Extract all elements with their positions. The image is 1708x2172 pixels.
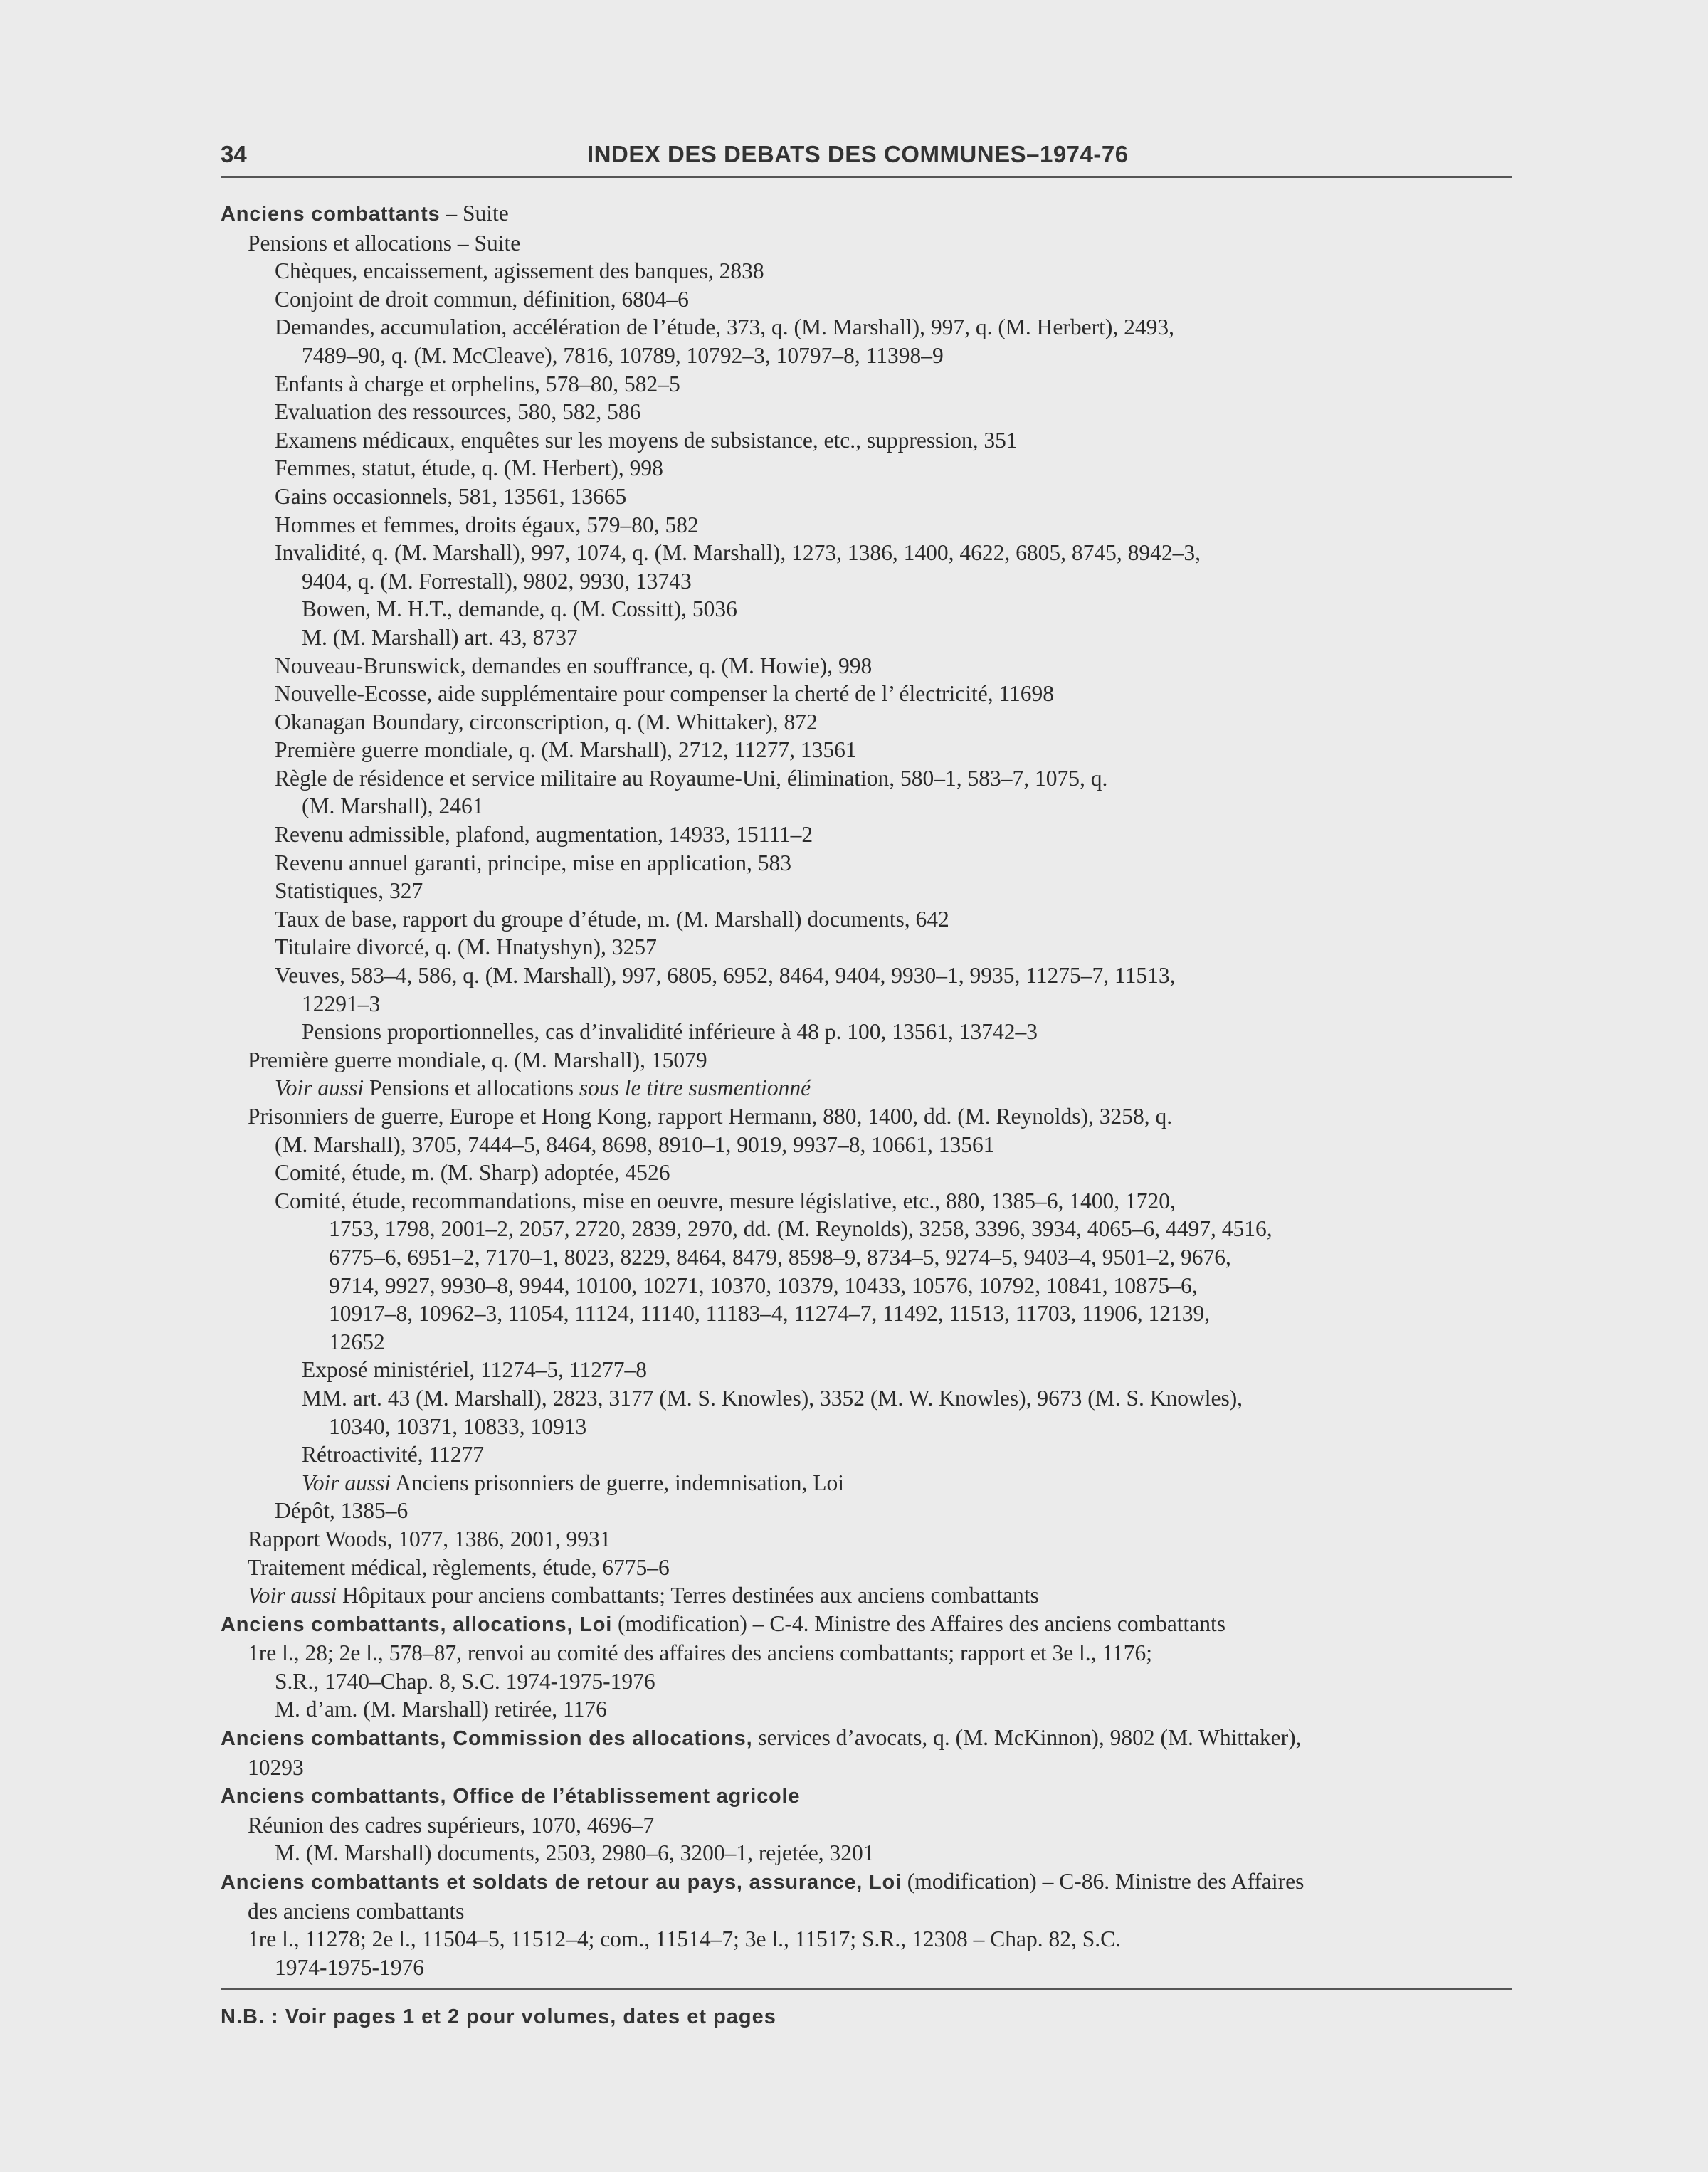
entry-text: Comité, étude, recommandations, mise en oeuvre, mesure législative, etc., 880, 1385–6, 1400, 1720, bbox=[275, 1188, 1176, 1213]
entry-text: S.R., 1740–Chap. 8, S.C. 1974-1975-1976 bbox=[275, 1668, 655, 1694]
index-entry-line bbox=[221, 933, 1559, 961]
entry-text: 9714, 9927, 9930–8, 9944, 10100, 10271, 10370, 10379, 10433, 10576, 10792, 10841, 10875–6, bbox=[329, 1272, 1198, 1298]
index-entry-line bbox=[221, 1469, 1559, 1497]
index-entry-line bbox=[221, 792, 1559, 821]
entry-text: Statistiques, 327 bbox=[275, 878, 423, 904]
entry-text: 7489–90, q. (M. McCleave), 7816, 10789, 10792–3, 10797–8, 11398–9 bbox=[302, 342, 944, 368]
entry-text: Conjoint de droit commun, définition, 6804–6 bbox=[275, 286, 689, 312]
index-entry-line bbox=[221, 652, 1559, 680]
entry-text: Comité, étude, m. (M. Sharp) adoptée, 4526 bbox=[275, 1160, 670, 1186]
entry-text: Revenu admissible, plafond, augmentation, 14933, 15111–2 bbox=[275, 822, 813, 848]
entry-text: Rétroactivité, 11277 bbox=[302, 1442, 485, 1467]
index-entry-line bbox=[221, 1497, 1559, 1525]
entry-text: Prisonniers de guerre, Europe et Hong Kong, rapport Hermann, 880, 1400, dd. (M. Reynolds), 3258, q. bbox=[248, 1104, 1173, 1129]
index-entry-line bbox=[221, 1754, 1559, 1782]
index-entry-line bbox=[221, 595, 1559, 623]
index-entry-line bbox=[221, 990, 1559, 1018]
entry-text: Règle de résidence et service militaire au Royaume-Uni, élimination, 580–1, 583–7, 1075, q. bbox=[275, 765, 1108, 791]
index-heading-line bbox=[221, 1610, 1559, 1640]
entry-text: Dépôt, 1385–6 bbox=[275, 1498, 408, 1524]
cross-reference-text: sous le titre susmentionné bbox=[579, 1075, 811, 1101]
entry-text: 1974-1975-1976 bbox=[275, 1954, 424, 1980]
entry-text: 1re l., 11278; 2e l., 11504–5, 11512–4; com., 11514–7; 3e l., 11517; S.R., 12308 – Chap. 82, S.C. bbox=[248, 1926, 1122, 1952]
footnote: N.B. : Voir pages 1 et 2 pour volumes, dates et pages bbox=[221, 2005, 776, 2028]
index-entry-line bbox=[221, 229, 1559, 258]
index-entry-line bbox=[221, 1639, 1559, 1667]
entry-text: Traitement médical, règlements, étude, 6775–6 bbox=[248, 1554, 670, 1580]
entry-text: Rapport Woods, 1077, 1386, 2001, 9931 bbox=[248, 1526, 611, 1551]
entry-text: MM. art. 43 (M. Marshall), 2823, 3177 (M. S. Knowles), 3352 (M. W. Knowles), 9673 (M. S. Knowles), bbox=[302, 1385, 1243, 1411]
entry-text: M. (M. Marshall) documents, 2503, 2980–6, 3200–1, rejetée, 3201 bbox=[275, 1840, 875, 1866]
entry-text: Enfants à charge et orphelins, 578–80, 582–5 bbox=[275, 371, 680, 396]
entry-heading: Anciens combattants et soldats de retour au pays, assurance, Loi bbox=[221, 1871, 902, 1894]
entry-text: 6775–6, 6951–2, 7170–1, 8023, 8229, 8464, 8479, 8598–9, 8734–5, 9274–5, 9403–4, 9501–2, 9676, bbox=[329, 1244, 1231, 1270]
entry-text: Evaluation des ressources, 580, 582, 586 bbox=[275, 399, 641, 425]
entry-text: Examens médicaux, enquêtes sur les moyens de subsistance, etc., suppression, 351 bbox=[275, 427, 1018, 453]
entry-heading: Anciens combattants, allocations, Loi bbox=[221, 1613, 613, 1636]
index-entry-line bbox=[221, 1525, 1559, 1554]
entry-text: Chèques, encaissement, agissement des banques, 2838 bbox=[275, 258, 764, 284]
index-entry-line bbox=[221, 623, 1559, 652]
index-entry-line bbox=[221, 1897, 1559, 1926]
page-number: 34 bbox=[221, 141, 247, 167]
index-entry-line bbox=[221, 877, 1559, 905]
entry-text: Hôpitaux pour anciens combattants; Terres destinées aux anciens combattants bbox=[337, 1583, 1039, 1608]
entry-text: M. (M. Marshall) art. 43, 8737 bbox=[302, 624, 578, 650]
entry-text: Veuves, 583–4, 586, q. (M. Marshall), 997, 6805, 6952, 8464, 9404, 9930–1, 9935, 11275–7, 11513, bbox=[275, 963, 1176, 989]
index-entry-line bbox=[221, 511, 1559, 539]
index-entry-line bbox=[221, 1328, 1559, 1356]
index-entry-line bbox=[221, 708, 1559, 737]
index-heading-line bbox=[221, 1781, 1559, 1811]
entry-text: 9404, q. (M. Forrestall), 9802, 9930, 13743 bbox=[302, 568, 692, 594]
index-entry-line bbox=[221, 821, 1559, 849]
index-heading-line bbox=[221, 1724, 1559, 1754]
footer-divider bbox=[221, 1988, 1512, 1990]
index-entry-line bbox=[221, 313, 1559, 342]
entry-text: des anciens combattants bbox=[248, 1898, 465, 1924]
index-entry-line bbox=[221, 1440, 1559, 1469]
entry-text: Exposé ministériel, 11274–5, 11277–8 bbox=[302, 1357, 647, 1383]
entry-text: (modification) – C-86. Ministre des Affaires bbox=[901, 1869, 1304, 1894]
entry-text: 10340, 10371, 10833, 10913 bbox=[329, 1413, 587, 1439]
entry-heading: Anciens combattants, Commission des allocations, bbox=[221, 1727, 753, 1751]
index-entry-line bbox=[221, 1667, 1559, 1696]
page-header bbox=[221, 139, 1512, 178]
index-entry-line bbox=[221, 1102, 1559, 1131]
entry-heading: Anciens combattants bbox=[221, 203, 441, 226]
index-entry-line bbox=[221, 454, 1559, 483]
index-entry-line bbox=[221, 1046, 1559, 1075]
index-entry-line bbox=[221, 1131, 1559, 1159]
entry-text: Anciens prisonniers de guerre, indemnisation, Loi bbox=[391, 1470, 845, 1495]
entry-text: Revenu annuel garanti, principe, mise en application, 583 bbox=[275, 850, 792, 875]
index-entry-line bbox=[221, 961, 1559, 990]
entry-text: 12652 bbox=[329, 1329, 385, 1354]
entry-text: Réunion des cadres supérieurs, 1070, 4696–7 bbox=[248, 1812, 655, 1838]
index-entry-line bbox=[221, 1581, 1559, 1610]
index-entry-line bbox=[221, 680, 1559, 708]
index-entry-line bbox=[221, 257, 1559, 285]
index-entry-line bbox=[221, 1554, 1559, 1582]
entry-text: M. d’am. (M. Marshall) retirée, 1176 bbox=[275, 1697, 607, 1722]
cross-reference-text: Voir aussi bbox=[302, 1470, 391, 1495]
index-entry-line bbox=[221, 1215, 1559, 1243]
entry-text: Pensions proportionnelles, cas d’invalidité inférieure à 48 p. 100, 13561, 13742–3 bbox=[302, 1019, 1038, 1045]
index-entry-line bbox=[221, 539, 1559, 567]
entry-text: Titulaire divorcé, q. (M. Hnatyshyn), 3257 bbox=[275, 934, 657, 960]
entry-text: Invalidité, q. (M. Marshall), 997, 1074, q. (M. Marshall), 1273, 1386, 1400, 4622, 6805, 8745, 8942–3, bbox=[275, 540, 1201, 566]
index-entry-line bbox=[221, 1413, 1559, 1441]
entry-text: 12291–3 bbox=[302, 991, 381, 1016]
entry-text: 10917–8, 10962–3, 11054, 11124, 11140, 11183–4, 11274–7, 11492, 11513, 11703, 11906, 12139, bbox=[329, 1301, 1211, 1327]
entry-text: 1753, 1798, 2001–2, 2057, 2720, 2839, 2970, dd. (M. Reynolds), 3258, 3396, 3934, 4065–6, 4497, 4516, bbox=[329, 1216, 1272, 1242]
index-entry-line bbox=[221, 1074, 1559, 1102]
entry-text: Femmes, statut, étude, q. (M. Herbert), 998 bbox=[275, 455, 663, 481]
index-entry-line bbox=[221, 1299, 1559, 1328]
running-title: INDEX DES DEBATS DES COMMUNES–1974-76 bbox=[587, 141, 1129, 167]
entry-text: (modification) – C-4. Ministre des Affaires des anciens combattants bbox=[612, 1610, 1226, 1636]
entry-text: Demandes, accumulation, accélération de l’étude, 373, q. (M. Marshall), 997, q. (M. Herbert), 2493, bbox=[275, 315, 1174, 340]
index-entry-line bbox=[221, 426, 1559, 455]
entry-text: – Suite bbox=[440, 201, 509, 226]
entry-text: Première guerre mondiale, q. (M. Marshall), 15079 bbox=[248, 1047, 707, 1072]
index-entry-line bbox=[221, 370, 1559, 399]
entry-text: 10293 bbox=[248, 1754, 304, 1780]
index-entry-line bbox=[221, 1272, 1559, 1300]
index-entry-line bbox=[221, 849, 1559, 877]
entry-text: Hommes et femmes, droits égaux, 579–80, 582 bbox=[275, 512, 699, 537]
index-entry-line bbox=[221, 567, 1559, 596]
entry-text: Pensions et allocations – Suite bbox=[248, 230, 521, 255]
index-heading-line bbox=[221, 199, 1559, 229]
entry-text: Okanagan Boundary, circonscription, q. (M. Whittaker), 872 bbox=[275, 709, 818, 734]
entry-text: Nouvelle-Ecosse, aide supplémentaire pour compenser la cherté de l’ électricité, 11698 bbox=[275, 681, 1055, 707]
index-entry-line bbox=[221, 398, 1559, 426]
index-entry-line bbox=[221, 1356, 1559, 1384]
entry-text: Première guerre mondiale, q. (M. Marshall), 2712, 11277, 13561 bbox=[275, 737, 857, 763]
index-entry-line bbox=[221, 1695, 1559, 1724]
index-entry-line bbox=[221, 1954, 1559, 1982]
index-entry-line bbox=[221, 1839, 1559, 1867]
entry-text: Taux de base, rapport du groupe d’étude, m. (M. Marshall) documents, 642 bbox=[275, 906, 949, 932]
cross-reference-text: Voir aussi bbox=[248, 1583, 337, 1608]
entry-text: (M. Marshall), 2461 bbox=[302, 794, 484, 819]
index-entry-line bbox=[221, 1384, 1559, 1413]
index-entry-line bbox=[221, 905, 1559, 934]
index-entry-line bbox=[221, 1243, 1559, 1272]
index-entry-line bbox=[221, 1018, 1559, 1046]
index-entry-line bbox=[221, 1811, 1559, 1840]
entry-text: Gains occasionnels, 581, 13561, 13665 bbox=[275, 483, 627, 509]
index-entries bbox=[221, 199, 1559, 1981]
index-entry-line bbox=[221, 1159, 1559, 1187]
entry-text: services d’avocats, q. (M. McKinnon), 9802 (M. Whittaker), bbox=[752, 1725, 1302, 1751]
entry-text: Bowen, M. H.T., demande, q. (M. Cossitt), 5036 bbox=[302, 596, 737, 622]
entry-text: Nouveau-Brunswick, demandes en souffrance, q. (M. Howie), 998 bbox=[275, 653, 873, 678]
cross-reference-text: Voir aussi bbox=[275, 1075, 364, 1101]
index-entry-line bbox=[221, 483, 1559, 511]
index-heading-line bbox=[221, 1867, 1559, 1897]
index-entry-line bbox=[221, 1925, 1559, 1954]
index-entry-line bbox=[221, 342, 1559, 370]
index-entry-line bbox=[221, 736, 1559, 764]
entry-text: Pensions et allocations bbox=[364, 1075, 579, 1101]
entry-text: (M. Marshall), 3705, 7444–5, 8464, 8698, 8910–1, 9019, 9937–8, 10661, 13561 bbox=[275, 1132, 995, 1157]
index-entry-line bbox=[221, 764, 1559, 793]
entry-text: 1re l., 28; 2e l., 578–87, renvoi au comité des affaires des anciens combattants; rapport et 3e l., 1176; bbox=[248, 1640, 1153, 1666]
entry-heading: Anciens combattants, Office de l’établissement agricole bbox=[221, 1785, 801, 1808]
index-entry-line bbox=[221, 1187, 1559, 1216]
index-entry-line bbox=[221, 285, 1559, 314]
